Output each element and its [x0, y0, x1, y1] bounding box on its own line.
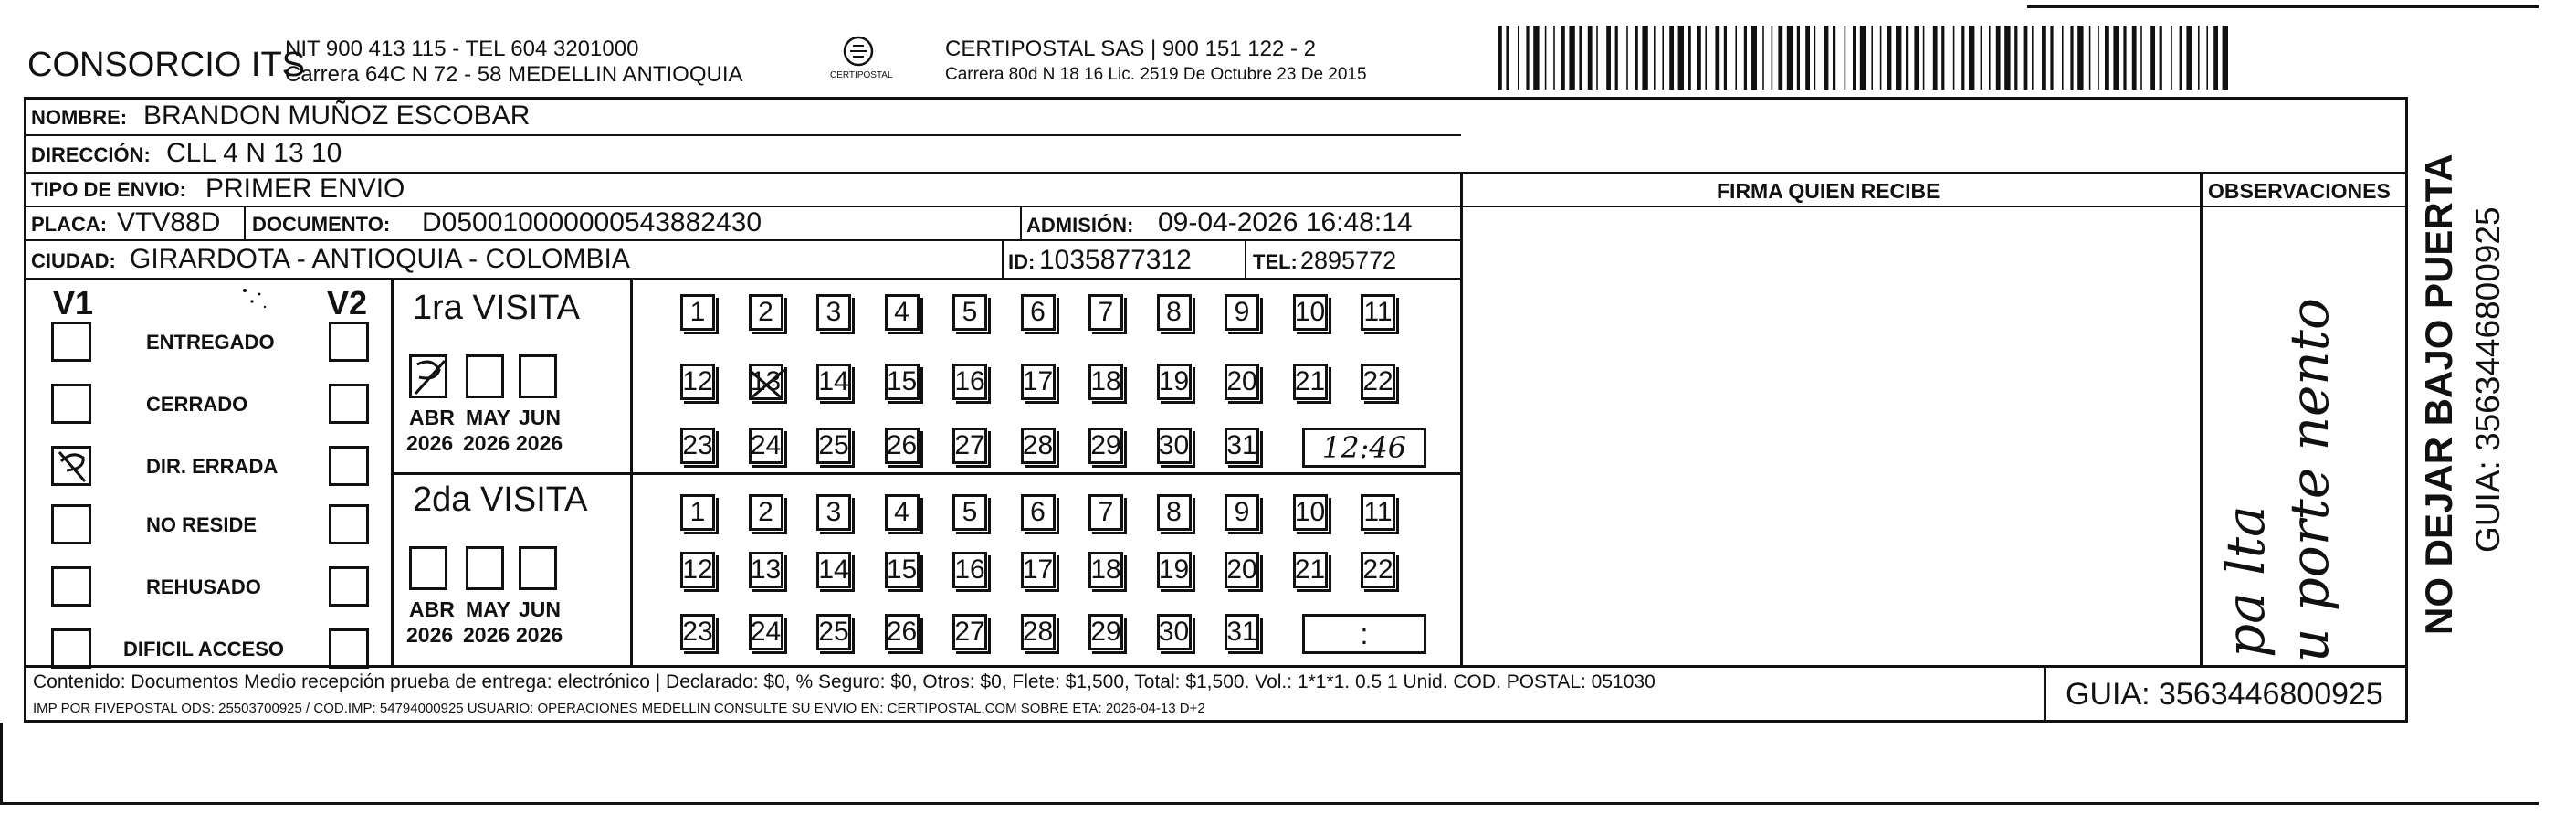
row-line-5: [24, 278, 1461, 280]
time-box[interactable]: [1302, 428, 1426, 468]
side-guia: GUIA: 3563446800925: [2469, 206, 2507, 553]
month-checkbox[interactable]: [466, 354, 504, 398]
tipo-envio-label: TIPO DE ENVIO:: [31, 178, 186, 201]
outer-bottom: [0, 802, 2539, 805]
day-box[interactable]: 21: [1293, 552, 1328, 588]
company-address: Carrera 64C N 72 - 58 MEDELLIN ANTIOQUIA: [285, 62, 743, 87]
year-label: 2026: [516, 431, 563, 455]
observation-handwriting-1: pa lta: [2214, 505, 2276, 658]
day-box[interactable]: 1: [680, 494, 715, 531]
year-label: 2026: [463, 431, 510, 455]
day-box[interactable]: 12: [680, 364, 715, 400]
firma-left-border: [1460, 172, 1463, 665]
day-box[interactable]: 7: [1088, 294, 1123, 331]
direccion-label: DIRECCIÓN:: [31, 143, 151, 166]
admision-sep: [1020, 206, 1022, 240]
day-box[interactable]: 14: [816, 364, 851, 400]
day-box[interactable]: 4: [885, 294, 920, 331]
documento-label: DOCUMENTO:: [252, 213, 391, 236]
frame-left: [24, 97, 26, 723]
v1-checkbox[interactable]: [51, 322, 91, 362]
barcode: [1498, 26, 2228, 90]
day-box[interactable]: 21: [1293, 364, 1328, 400]
month-label: ABR: [409, 597, 455, 621]
placa-sep: [244, 206, 246, 240]
day-box[interactable]: 18: [1088, 364, 1123, 400]
row-line-right-top: [1461, 172, 2405, 174]
top-right-rule: [2027, 5, 2539, 8]
certipostal-line2: Carrera 80d N 18 16 Lic. 2519 De Octubre 23 De 2015: [945, 65, 1367, 84]
day-box[interactable]: 4: [885, 494, 920, 531]
frame-bottom: [24, 720, 2408, 723]
day-box[interactable]: 24: [749, 428, 783, 464]
no-dejar-bajo-puerta: NO DEJAR BAJO PUERTA: [2417, 153, 2460, 635]
status-label: DIFICIL ACCESO: [123, 638, 285, 660]
day-box[interactable]: 11: [1361, 294, 1395, 331]
day-box[interactable]: 16: [952, 364, 987, 400]
outer-bottom-left: [0, 723, 3, 805]
check-mark-icon: [412, 357, 448, 399]
v2-label: V2: [327, 284, 368, 322]
footer-guia: GUIA: 3563446800925: [2066, 677, 2383, 712]
frame-top: [24, 97, 2408, 100]
observation-handwriting-2: u porte nento: [2278, 298, 2340, 662]
day-box[interactable]: 2: [749, 294, 783, 331]
month-checkbox[interactable]: [466, 546, 504, 590]
v2-checkbox[interactable]: [329, 628, 369, 669]
company-name: CONSORCIO ITS: [27, 46, 306, 84]
day-box[interactable]: 24: [749, 614, 783, 650]
day-box[interactable]: 10: [1293, 494, 1328, 531]
day-box[interactable]: 25: [816, 614, 851, 650]
admision-value: 09-04-2026 16:48:14: [1158, 207, 1413, 238]
day-box[interactable]: 19: [1157, 552, 1192, 588]
v2-checkbox[interactable]: [329, 504, 369, 544]
day-box[interactable]: 9: [1225, 294, 1259, 331]
observaciones-title: OBSERVACIONES: [2208, 179, 2391, 203]
month-label: JUN: [519, 597, 562, 621]
tel-sep: [1245, 240, 1246, 278]
ciudad-value: GIRARDOTA - ANTIOQUIA - COLOMBIA: [130, 244, 630, 274]
month-checkbox[interactable]: [519, 354, 557, 398]
nombre-value: BRANDON MUÑOZ ESCOBAR: [143, 100, 531, 131]
day-box[interactable]: 25: [816, 428, 851, 464]
v2-checkbox[interactable]: [329, 322, 369, 362]
months-days-sep: [630, 280, 633, 665]
year-label: 2026: [406, 623, 454, 647]
day-box[interactable]: 6: [1021, 494, 1056, 531]
day-box[interactable]: 2: [749, 494, 783, 531]
day-box[interactable]: 31: [1225, 614, 1259, 650]
first-visit-title: 1ra VISITA: [413, 289, 581, 327]
direccion-value: CLL 4 N 13 10: [166, 138, 342, 168]
certipostal-line1: CERTIPOSTAL SAS | 900 151 122 - 2: [945, 37, 1316, 61]
day-box[interactable]: 13: [749, 552, 783, 588]
check-mark-icon: [54, 449, 90, 485]
frame-right: [2405, 97, 2408, 723]
day-box[interactable]: 10: [1293, 294, 1328, 331]
day-box[interactable]: 30: [1157, 428, 1192, 464]
id-sep: [1002, 240, 1004, 278]
id-label: ID:: [1008, 250, 1036, 273]
day-box[interactable]: 1: [680, 294, 715, 331]
day-number: 13: [750, 366, 782, 396]
day-box[interactable]: 27: [952, 428, 987, 464]
admision-label: ADMISIÓN:: [1026, 214, 1134, 237]
day-box[interactable]: 8: [1157, 294, 1192, 331]
visit-block-sep: [391, 472, 1461, 475]
month-checkbox[interactable]: [409, 546, 447, 590]
day-box[interactable]: 27: [952, 614, 987, 650]
status-label: ENTREGADO: [146, 331, 275, 354]
day-box[interactable]: 12: [680, 552, 715, 588]
day-box[interactable]: 20: [1225, 552, 1259, 588]
status-label: REHUSADO: [146, 575, 261, 598]
status-label: DIR. ERRADA: [146, 455, 279, 478]
v1-checkbox[interactable]: [51, 566, 91, 607]
day-box[interactable]: 19: [1157, 364, 1192, 400]
time-value: :: [1360, 617, 1369, 650]
placa-value: VTV88D: [117, 207, 221, 238]
month-label: ABR: [409, 406, 455, 429]
day-box[interactable]: 18: [1088, 552, 1123, 588]
day-box[interactable]: 7: [1088, 494, 1123, 531]
footer-imp: IMP POR FIVEPOSTAL ODS: 25503700925 / COD.IMP: 54794000925 USUARIO: OPERACIONES MEDELLIN CONSULTE SU ENVIO EN: CERTIPOSTAL.COM SOBRE ETA: 2026-04-13 D+2: [33, 701, 1205, 716]
day-box[interactable]: 28: [1021, 428, 1056, 464]
ciudad-label: CIUDAD:: [31, 249, 116, 272]
time-value: 12:46: [1321, 430, 1407, 465]
placa-label: PLACA:: [31, 213, 108, 236]
tel-value: 2895772: [1300, 247, 1397, 274]
day-box[interactable]: 30: [1157, 614, 1192, 650]
day-box[interactable]: [749, 364, 783, 400]
v1-label: V1: [53, 284, 94, 322]
status-label: CERRADO: [146, 393, 248, 416]
v1-checkbox[interactable]: [51, 384, 91, 424]
month-label: JUN: [519, 406, 562, 429]
footer-guia-sep: [2044, 666, 2046, 722]
day-box[interactable]: 23: [680, 428, 715, 464]
month-checkbox[interactable]: [519, 546, 557, 590]
year-label: 2026: [516, 623, 563, 647]
day-box[interactable]: 17: [1021, 364, 1056, 400]
speck-marks: [239, 285, 276, 312]
day-box[interactable]: 8: [1157, 494, 1192, 531]
month-label: MAY: [466, 597, 510, 621]
certipostal-logo-icon: [826, 33, 893, 88]
year-label: 2026: [406, 431, 454, 455]
day-box[interactable]: 5: [952, 494, 987, 531]
day-box[interactable]: 17: [1021, 552, 1056, 588]
day-box[interactable]: 26: [885, 428, 920, 464]
day-box[interactable]: 15: [885, 552, 920, 588]
row-line-1: [24, 134, 1461, 136]
tel-label: TEL:: [1253, 250, 1298, 273]
day-box[interactable]: 6: [1021, 294, 1056, 331]
obs-left-border: [2200, 172, 2203, 665]
day-box[interactable]: 14: [816, 552, 851, 588]
day-box[interactable]: 3: [816, 294, 851, 331]
day-box[interactable]: 16: [952, 552, 987, 588]
day-box[interactable]: 11: [1361, 494, 1395, 531]
month-checkbox[interactable]: [409, 354, 447, 398]
month-label: MAY: [466, 406, 510, 429]
footer-contenido: Contenido: Documentos Medio recepción prueba de entrega: electrónico | Declarado: $0, % Seguro: $0, Otros: $0, Flete: $1,500, Total: $1,500. Vol.: 1*1*1. 0.5 1 Unid. COD. POSTAL: 051030: [33, 671, 1656, 692]
day-box[interactable]: 15: [885, 364, 920, 400]
nombre-label: NOMBRE:: [31, 106, 128, 129]
day-box[interactable]: 9: [1225, 494, 1259, 531]
day-box[interactable]: 31: [1225, 428, 1259, 464]
v2-checkbox[interactable]: [329, 384, 369, 424]
firma-title: FIRMA QUIEN RECIBE: [1717, 179, 1940, 203]
second-visit-title: 2da VISITA: [413, 480, 588, 519]
day-box[interactable]: 20: [1225, 364, 1259, 400]
day-box[interactable]: 22: [1361, 364, 1395, 400]
day-box[interactable]: 22: [1361, 552, 1395, 588]
day-box[interactable]: 26: [885, 614, 920, 650]
v1-checkbox[interactable]: [51, 504, 91, 544]
documento-value: D050010000000543882430: [422, 207, 762, 238]
check-mark-icon: [748, 366, 788, 403]
day-box[interactable]: 28: [1021, 614, 1056, 650]
year-label: 2026: [463, 623, 510, 647]
company-nit: NIT 900 413 115 - TEL 604 3201000: [285, 37, 639, 61]
v1-checkbox[interactable]: [51, 446, 91, 486]
row-line-footer: [24, 665, 2405, 668]
v1-checkbox[interactable]: [51, 628, 91, 669]
v2-checkbox[interactable]: [329, 566, 369, 607]
id-value: 1035877312: [1039, 245, 1192, 275]
tipo-envio-value: PRIMER ENVIO: [205, 174, 405, 204]
day-box[interactable]: 5: [952, 294, 987, 331]
time-box[interactable]: [1302, 614, 1426, 654]
day-box[interactable]: 23: [680, 614, 715, 650]
logo-text: CERTIPOSTAL: [830, 70, 893, 80]
status-label: NO RESIDE: [146, 513, 258, 536]
day-box[interactable]: 29: [1088, 614, 1123, 650]
day-box[interactable]: 29: [1088, 428, 1123, 464]
day-box[interactable]: 3: [816, 494, 851, 531]
v2-checkbox[interactable]: [329, 446, 369, 486]
